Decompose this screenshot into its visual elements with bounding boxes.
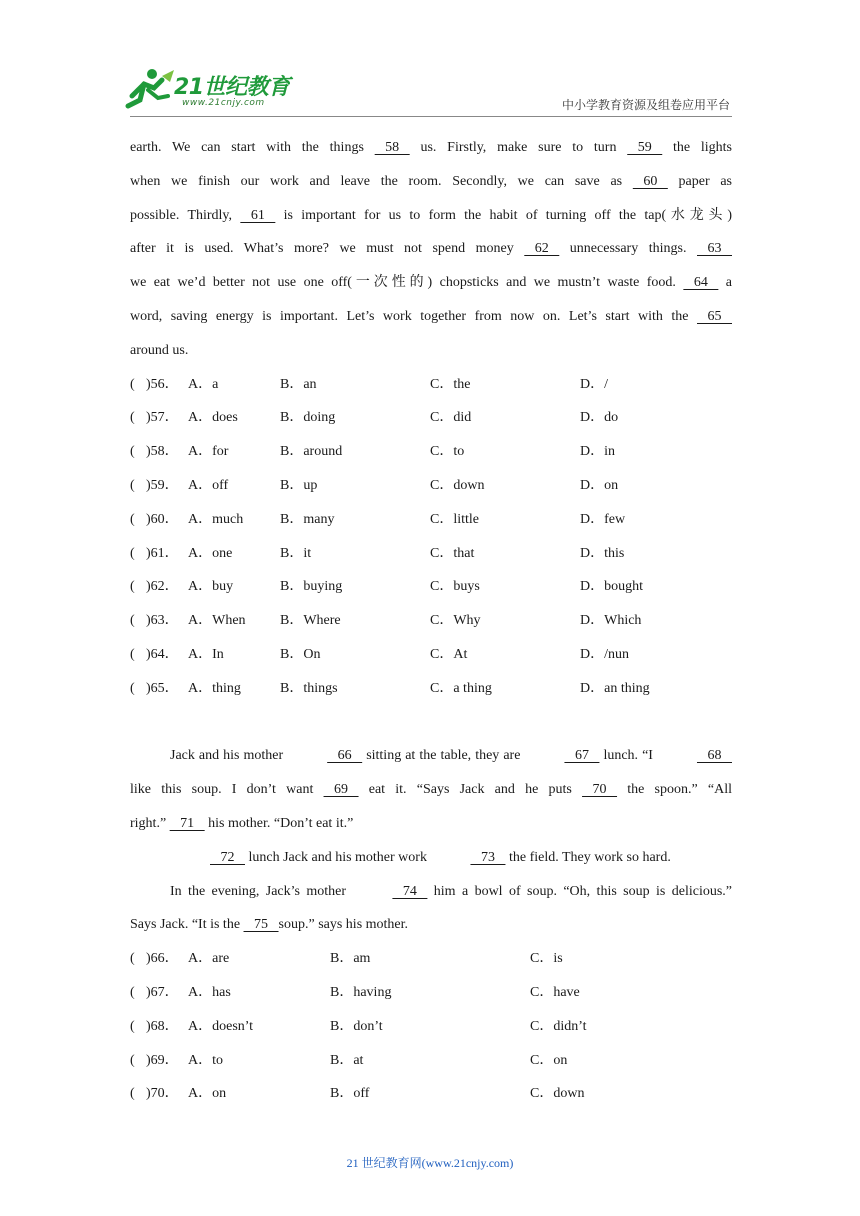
question-number: )56． — [146, 376, 179, 392]
option-a[interactable]: A．are — [188, 951, 230, 967]
option-d[interactable]: D．this — [580, 545, 625, 561]
passage-text: In the evening, Jack’s mother — [170, 883, 353, 899]
option-b[interactable]: B．an — [280, 376, 317, 392]
logo-text: 21世纪教育 — [174, 75, 290, 100]
option-a[interactable]: A．has — [188, 984, 231, 1000]
option-c[interactable]: C．is — [530, 951, 563, 967]
option-b[interactable]: B．it — [280, 545, 312, 561]
passage-text: lunch. “I — [599, 748, 657, 764]
passage-text: is important for us to form the habit of turning off the tap(水龙头) — [275, 207, 732, 223]
option-c[interactable]: C．Why — [430, 613, 481, 629]
passage-text: paper as — [667, 173, 732, 189]
option-a[interactable]: A．on — [188, 1086, 227, 1102]
question-row-62 — [130, 570, 732, 604]
option-b[interactable]: B．many — [280, 511, 335, 527]
question-number: )65． — [146, 680, 179, 696]
option-c[interactable]: C．buys — [430, 579, 480, 595]
option-a[interactable]: A．In — [188, 646, 224, 662]
answer-blank-58[interactable]: 58 — [374, 140, 410, 155]
passage-line — [130, 165, 732, 199]
answer-bracket[interactable]: ( — [130, 646, 135, 662]
passage-text: word, saving energy is important. Let’s work together from now on. Let’s start with the — [130, 308, 697, 324]
option-a[interactable]: A．buy — [188, 579, 234, 595]
answer-bracket[interactable]: ( — [130, 545, 135, 561]
option-a[interactable]: A．off — [188, 477, 229, 493]
answer-bracket[interactable]: ( — [130, 1018, 135, 1034]
site-logo[interactable] — [122, 66, 292, 116]
option-d[interactable]: D．do — [580, 410, 619, 426]
option-b[interactable]: B．off — [330, 1086, 370, 1102]
passage-line — [130, 199, 732, 233]
passage-2 — [130, 739, 732, 942]
passage-line — [130, 841, 732, 875]
question-row-64 — [130, 638, 732, 672]
option-a[interactable]: A．much — [188, 511, 244, 527]
option-c[interactable]: C．the — [430, 376, 471, 392]
runner-logo-icon — [122, 66, 178, 110]
page-footer[interactable]: 21 世纪教育网(www.21cnjy.com) — [346, 1156, 514, 1170]
passage-text: Says Jack. “It is the — [130, 917, 244, 933]
passage-text: soup.” says his mother. — [278, 917, 409, 933]
answer-bracket[interactable]: ( — [130, 1052, 135, 1068]
platform-name: 中小学教育资源及组卷应用平台 — [561, 98, 730, 112]
answer-blank-75[interactable]: 75 — [243, 917, 279, 933]
logo-url: www.21cnjy.com — [182, 98, 265, 108]
answer-blank-68[interactable]: 68 — [696, 748, 732, 764]
question-row-70 — [130, 1077, 732, 1111]
question-row-65 — [130, 672, 732, 706]
question-number: )58． — [146, 444, 179, 460]
option-b[interactable]: B．Where — [280, 613, 341, 629]
answer-blank-65[interactable]: 65 — [697, 308, 732, 324]
option-a[interactable]: A．to — [188, 1052, 223, 1068]
question-options-2 — [130, 942, 732, 1111]
option-b[interactable]: B．don’t — [330, 1018, 383, 1034]
section-gap — [130, 706, 732, 740]
question-number: )68． — [146, 1018, 179, 1034]
passage-text: when we finish our work and leave the room. Secondly, we can save as — [130, 173, 633, 189]
passage-text: after it is used. What’s more? we must not spend money — [130, 241, 525, 257]
answer-blank-67[interactable]: 67 — [564, 748, 600, 764]
question-row-57 — [130, 401, 732, 435]
option-a[interactable]: A．for — [188, 444, 229, 460]
passage-text: unnecessary things. — [559, 241, 697, 257]
option-a[interactable]: A．thing — [188, 680, 241, 696]
option-c[interactable]: C．down — [530, 1086, 585, 1102]
question-row-69 — [130, 1044, 732, 1078]
answer-blank-59[interactable]: 59 — [627, 140, 663, 155]
answer-blank-64[interactable]: 64 — [683, 275, 719, 291]
question-number: )63． — [146, 613, 179, 629]
question-row-61 — [130, 537, 732, 571]
answer-blank-62[interactable]: 62 — [524, 241, 560, 257]
answer-blank-74[interactable]: 74 — [392, 883, 428, 899]
passage-line — [130, 739, 732, 773]
question-row-56 — [130, 368, 732, 402]
question-number: )69． — [146, 1052, 179, 1068]
passage-text: the spoon.” “All — [617, 782, 733, 798]
question-row-67 — [130, 976, 732, 1010]
header-divider — [130, 116, 732, 117]
answer-bracket[interactable]: ( — [130, 477, 135, 493]
answer-bracket[interactable]: ( — [130, 376, 135, 392]
passage-line — [130, 773, 732, 807]
question-row-59 — [130, 469, 732, 503]
passage-line — [130, 232, 732, 266]
question-number: )57． — [146, 410, 179, 426]
passage-text: lunch Jack and his mother work — [245, 849, 431, 865]
passage-text: earth. We can start with the things — [130, 140, 375, 155]
question-row-66 — [130, 942, 732, 976]
answer-blank-61[interactable]: 61 — [240, 207, 276, 223]
option-b[interactable]: B．having — [330, 984, 392, 1000]
passage-text: we eat we’d better not use one off(一次性的) chopsticks and we mustn’t waste food. — [130, 275, 684, 291]
passage-text: Jack and his mother — [170, 748, 288, 764]
answer-bracket[interactable]: ( — [130, 613, 135, 629]
passage-text: right.” — [130, 815, 170, 831]
question-number: )59． — [146, 477, 179, 493]
option-d[interactable]: D．an thing — [580, 680, 650, 696]
answer-bracket[interactable]: ( — [130, 444, 135, 460]
option-b[interactable]: B．am — [330, 951, 371, 967]
answer-bracket[interactable]: ( — [130, 1086, 135, 1102]
option-c[interactable]: C．that — [430, 545, 475, 561]
passage-text: a — [718, 275, 732, 291]
option-d[interactable]: D．bought — [580, 579, 643, 595]
passage-line — [130, 334, 732, 368]
question-number: )60． — [146, 511, 179, 527]
answer-blank-63[interactable]: 63 — [697, 241, 732, 257]
question-number: )66． — [146, 951, 179, 967]
passage-line — [130, 875, 732, 909]
answer-bracket[interactable]: ( — [130, 984, 135, 1000]
option-d[interactable]: D．on — [580, 477, 619, 493]
answer-blank-73[interactable]: 73 — [470, 849, 506, 865]
answer-blank-69[interactable]: 69 — [323, 782, 359, 798]
option-b[interactable]: B．On — [280, 646, 321, 662]
passage-text: sitting at the table, they are — [362, 748, 525, 764]
passage-text: his mother. “Don’t eat it.” — [204, 815, 354, 831]
option-c[interactable]: C．little — [430, 511, 479, 527]
answer-bracket[interactable]: ( — [130, 951, 135, 967]
question-number: )64． — [146, 646, 179, 662]
passage-1 — [130, 131, 732, 368]
passage-text: like this soup. I don’t want — [130, 782, 324, 798]
answer-bracket[interactable]: ( — [130, 680, 135, 696]
option-b[interactable]: B．up — [280, 477, 318, 493]
option-a[interactable]: A．one — [188, 545, 233, 561]
answer-bracket[interactable]: ( — [130, 410, 135, 426]
page-header — [0, 0, 860, 120]
answer-blank-60[interactable]: 60 — [632, 173, 668, 189]
option-b[interactable]: B．around — [280, 444, 343, 460]
passage-text: the lights — [662, 140, 732, 155]
option-d[interactable]: D．/nun — [580, 646, 629, 662]
option-c[interactable]: C．on — [530, 1052, 568, 1068]
answer-blank-66[interactable]: 66 — [327, 748, 363, 764]
option-c[interactable]: C．a thing — [430, 680, 492, 696]
passage-line — [130, 908, 732, 942]
option-b[interactable]: B．doing — [280, 410, 336, 426]
passage-line — [130, 131, 732, 165]
option-a[interactable]: A．doesn’t — [188, 1018, 254, 1034]
question-row-60 — [130, 503, 732, 537]
answer-blank-70[interactable]: 70 — [582, 782, 618, 798]
question-number: )70． — [146, 1086, 179, 1102]
answer-bracket[interactable]: ( — [130, 511, 135, 527]
question-number: )62． — [146, 579, 179, 595]
answer-blank-72[interactable]: 72 — [210, 849, 245, 865]
passage-text: eat it. “Says Jack and he puts — [358, 782, 583, 798]
option-d[interactable]: D．/ — [580, 376, 608, 392]
question-row-58 — [130, 435, 732, 469]
passage-text: possible. Thirdly, — [130, 207, 241, 223]
option-c[interactable]: C．didn’t — [530, 1018, 587, 1034]
option-c[interactable]: C．down — [430, 477, 485, 493]
option-a[interactable]: A．a — [188, 376, 219, 392]
answer-blank-71[interactable]: 71 — [169, 815, 205, 831]
option-c[interactable]: C．have — [530, 984, 580, 1000]
option-b[interactable]: B．things — [280, 680, 338, 696]
option-c[interactable]: C．At — [430, 646, 468, 662]
exam-content — [130, 131, 732, 1111]
question-options-1 — [130, 368, 732, 706]
option-b[interactable]: B．buying — [280, 579, 343, 595]
passage-line — [130, 266, 732, 300]
answer-bracket[interactable]: ( — [130, 579, 135, 595]
passage-text: him a bowl of soup. “Oh, this soup is delicious.” — [427, 883, 733, 899]
passage-line — [130, 300, 732, 334]
question-number: )67． — [146, 984, 179, 1000]
passage-line — [130, 807, 732, 841]
question-number: )61． — [146, 545, 179, 561]
option-d[interactable]: D．Which — [580, 613, 642, 629]
option-b[interactable]: B．at — [330, 1052, 364, 1068]
option-a[interactable]: A．When — [188, 613, 246, 629]
question-row-68 — [130, 1010, 732, 1044]
option-c[interactable]: C．to — [430, 444, 465, 460]
option-a[interactable]: A．does — [188, 410, 238, 426]
passage-text: us. Firstly, make sure to turn — [409, 140, 628, 155]
option-d[interactable]: D．in — [580, 444, 615, 460]
passage-text: the field. They work so hard. — [505, 849, 671, 865]
option-d[interactable]: D．few — [580, 511, 626, 527]
question-row-63 — [130, 604, 732, 638]
passage-text: around us. — [130, 342, 189, 358]
option-c[interactable]: C．did — [430, 410, 472, 426]
